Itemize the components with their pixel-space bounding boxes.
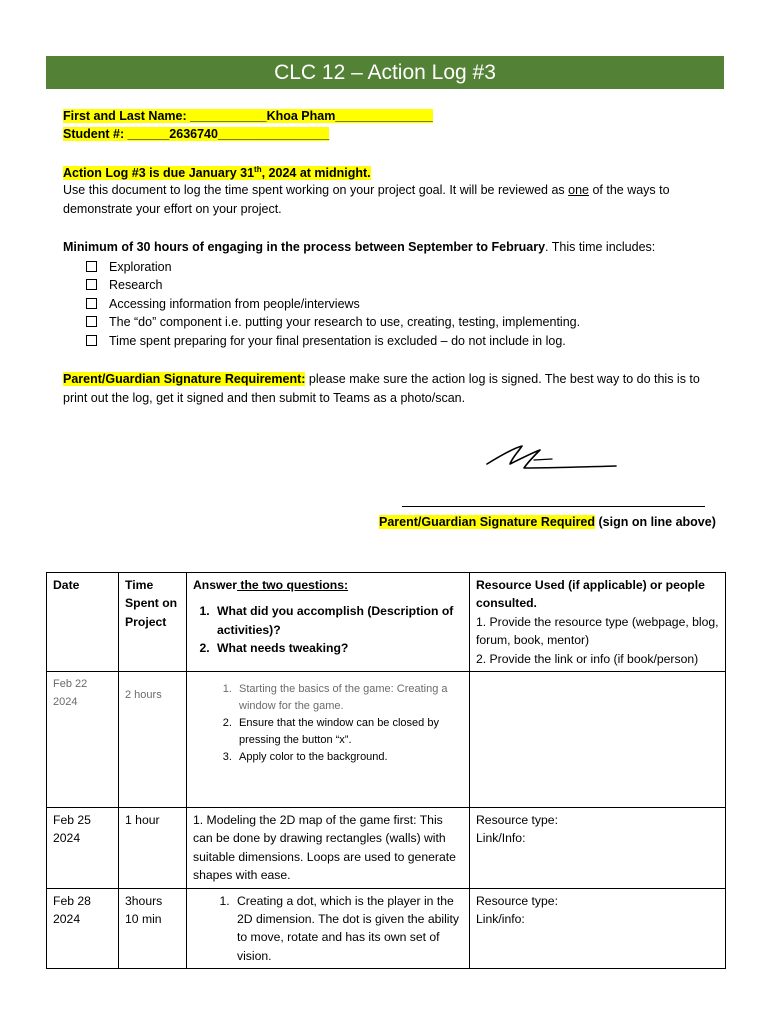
- row-time: 1 hour: [119, 808, 187, 889]
- row-time: 2 hours: [119, 672, 187, 808]
- name-field: First and Last Name: ___________Khoa Pham______________: [63, 109, 433, 123]
- row-date: [47, 808, 119, 889]
- header-answer: [187, 573, 470, 672]
- header-resource-step-2: 2. Provide the link or info (if book/person): [476, 651, 699, 666]
- row-date-day: Feb 25: [53, 813, 91, 828]
- parent-requirement-line-1: [63, 372, 700, 386]
- checklist-label: Research: [109, 278, 163, 293]
- checklist-label: Accessing information from people/interviews: [109, 296, 360, 311]
- checkbox-icon[interactable]: [86, 279, 97, 290]
- row-date: [47, 888, 119, 969]
- row-description: [187, 672, 470, 808]
- header-question-2: 2. What needs tweaking?: [213, 639, 463, 657]
- table-row: [47, 672, 726, 808]
- checkbox-icon[interactable]: [86, 261, 97, 272]
- checklist-item: [86, 295, 580, 313]
- checklist-label: Exploration: [109, 260, 172, 274]
- parent-requirement-label: Parent/Guardian Signature Requirement:: [63, 372, 306, 386]
- minimum-hours-bold: Minimum of 30 hours of engaging in the process between September to February: [63, 240, 546, 254]
- row-activities: [193, 892, 463, 966]
- row-time-hours: 3hours: [125, 893, 163, 908]
- signature-label-highlight: Parent/Guardian Signature Required: [379, 515, 596, 529]
- row-date-day: Feb 22: [53, 678, 88, 691]
- intro-text-post: of the ways to: [588, 183, 670, 197]
- row-description: 1. Modeling the 2D map of the game first: This can be done by drawing rectangles (walls) with suitable dimensions. Loops are used to generate shapes with ease.: [187, 808, 470, 889]
- activity-item: 3. Apply color to the background.: [235, 749, 463, 766]
- row-date-day: Feb 28: [53, 893, 91, 908]
- page-title: CLC 12 – Action Log #3: [46, 56, 724, 89]
- header-answer-title: [193, 576, 463, 594]
- checklist-item: [86, 258, 580, 276]
- activity-item: 1. Starting the basics of the game: Creating a window for the game.: [235, 681, 463, 715]
- row-activities: [193, 681, 463, 766]
- row-date-year: 2024: [53, 831, 81, 846]
- row-date-year: 2024: [53, 696, 78, 709]
- row-resource: [470, 672, 726, 808]
- handwritten-signature: [482, 440, 622, 476]
- signature-label-suffix: (sign on line above): [595, 515, 716, 529]
- header-resource: [470, 573, 726, 672]
- row-resource: [470, 808, 726, 889]
- activity-item: 1. Creating a dot, which is the player in the 2D dimension. The dot is given the ability to move, rotate and has its own set of vision.: [233, 892, 463, 966]
- row-time-minutes: 10 min: [125, 912, 162, 927]
- resource-link-label: Link/Info:: [476, 831, 526, 846]
- table-row: [47, 808, 726, 889]
- action-log-table: [46, 572, 726, 969]
- row-date-year: 2024: [53, 912, 81, 927]
- student-number-line: [63, 127, 329, 141]
- header-resource-title: Resource Used (if applicable) or people consulted.: [476, 578, 705, 611]
- checkbox-icon[interactable]: [86, 335, 97, 346]
- due-date-sup: th: [254, 165, 262, 174]
- checklist-item: [86, 313, 580, 331]
- checkbox-icon[interactable]: [86, 298, 97, 309]
- parent-requirement-text: please make sure the action log is signed. The best way to do this is to: [305, 372, 700, 386]
- row-resource: [470, 888, 726, 969]
- header-time-spent: Time Spent on Project: [119, 573, 187, 672]
- intro-text-underline: one: [568, 183, 589, 197]
- minimum-hours-rest: . This time includes:: [545, 240, 656, 254]
- row-time: [119, 888, 187, 969]
- table-header-row: [47, 573, 726, 672]
- header-resource-step-1: 1. Provide the resource type (webpage, blog, forum, book, mentor): [476, 614, 719, 648]
- table-row: [47, 888, 726, 969]
- row-date: [47, 672, 119, 808]
- parent-requirement-line-2: print out the log, get it signed and then submit to Teams as a photo/scan.: [63, 391, 466, 405]
- row-description: [187, 888, 470, 969]
- activity-checklist: [86, 258, 580, 350]
- intro-line-1: [63, 183, 670, 197]
- checklist-label: Time spent preparing for your final presentation is excluded – do not include in log.: [109, 333, 566, 348]
- signature-label: [379, 515, 716, 529]
- signature-line[interactable]: [402, 506, 705, 507]
- intro-text-pre: Use this document to log the time spent working on your project goal. It will be reviewed as: [63, 183, 569, 197]
- name-line: [63, 109, 433, 123]
- activity-item: 2. Ensure that the window can be closed by pressing the button “x”.: [235, 715, 463, 749]
- checklist-label: The “do” component i.e. putting your research to use, creating, testing, implementing.: [109, 315, 581, 330]
- checklist-item: [86, 276, 580, 294]
- intro-line-2: demonstrate your effort on your project.: [63, 202, 282, 216]
- due-date-pre: Action Log #3 is due January 31: [63, 166, 255, 181]
- checkbox-icon[interactable]: [86, 316, 97, 327]
- header-date: Date: [47, 573, 119, 672]
- due-date-post: , 2024 at midnight.: [261, 166, 371, 181]
- header-questions: [193, 602, 463, 657]
- minimum-hours-line: [63, 240, 655, 254]
- header-answer-pre: Answer: [193, 578, 238, 592]
- header-answer-underline: the two questions:: [237, 578, 349, 592]
- resource-type-label: Resource type:: [476, 813, 558, 828]
- resource-link-label: Link/info:: [476, 912, 525, 927]
- checklist-item: [86, 332, 580, 350]
- resource-type-label: Resource type:: [476, 893, 558, 908]
- student-number-field: Student #: ______2636740________________: [63, 127, 330, 141]
- due-date-text: [63, 166, 371, 180]
- header-question-1: 1. What did you accomplish (Description of activities)?: [213, 602, 463, 639]
- due-date-line: [63, 165, 371, 180]
